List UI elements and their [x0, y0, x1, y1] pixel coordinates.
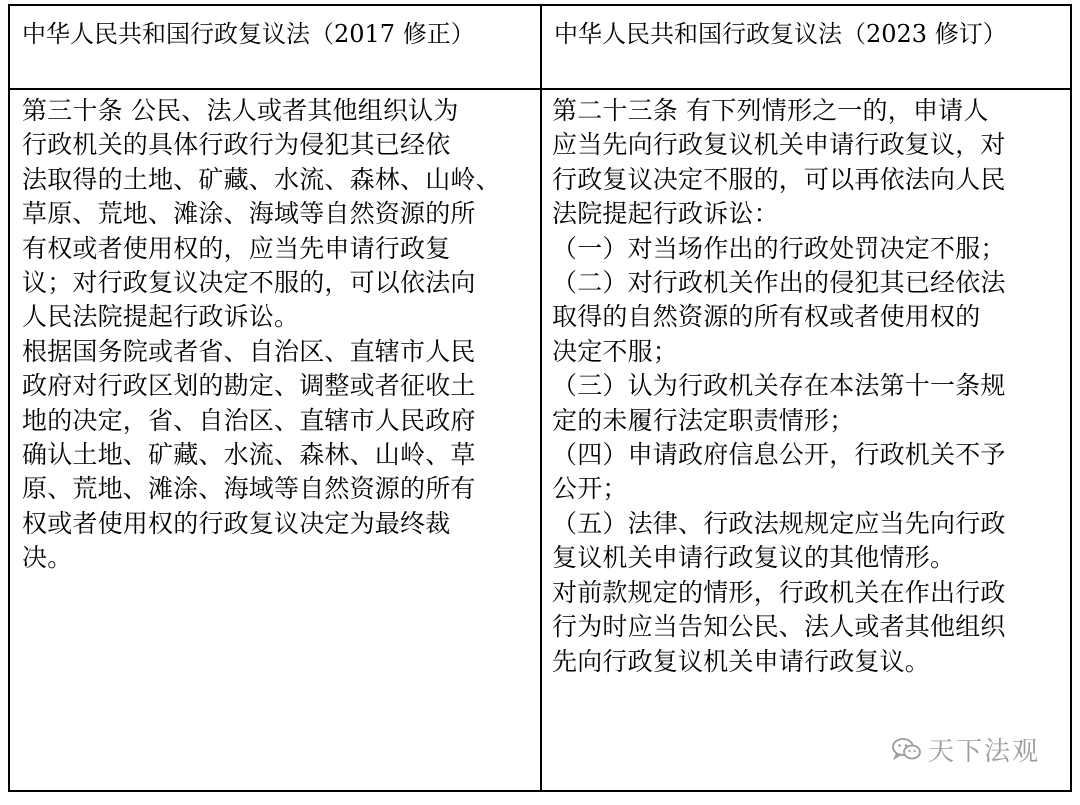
article-23-2023-cell: [542, 90, 1070, 679]
text-line: 法取得的土地、矿藏、水流、森林、山岭、: [22, 164, 501, 194]
text-line: 行政机关的具体行政行为侵犯其已经依: [22, 130, 451, 160]
text-line: 取得的自然资源的所有权或者使用权的: [552, 302, 981, 332]
text-line: （三）认为行政机关存在本法第十一条规: [552, 371, 1006, 401]
text-line: 确认土地、矿藏、水流、森林、山岭、草: [22, 440, 476, 470]
text-line: 行为时应当告知公民、法人或者其他组织: [552, 612, 1006, 642]
text-line: 有权或者使用权的，应当先申请行政复: [22, 233, 451, 263]
text-line: 第二十三条 有下列情形之一的，申请人: [552, 96, 989, 125]
text-line: 决定不服；: [552, 336, 679, 366]
text-line: 地的决定，省、自治区、直辖市人民政府: [22, 405, 476, 435]
text-line: 复议机关申请行政复议的其他情形。: [552, 543, 956, 573]
header-2023-title: 中华人民共和国行政复议法（2023 修订）: [554, 20, 1007, 48]
text-line: 人民法院提起行政诉讼。: [22, 302, 300, 332]
text-line: （二）对行政机关作出的侵犯其已经依法: [552, 268, 1006, 298]
text-line: 政府对行政区划的勘定、调整或者征收土: [22, 371, 476, 401]
text-line: 决。: [22, 543, 73, 573]
text-line: 先向行政复议机关申请行政复议。: [552, 646, 931, 676]
comparison-table: [8, 4, 1072, 792]
text-line: 权或者使用权的行政复议决定为最终裁: [22, 508, 451, 538]
text-line: （一）对当场作出的行政处罚决定不服；: [552, 233, 1006, 263]
watermark-text: 天下法观: [927, 737, 1040, 767]
text-line: 行政复议决定不服的，可以再依法向人民: [552, 164, 1006, 194]
text-line: 对前款规定的情形，行政机关在作出行政: [552, 577, 1006, 607]
text-line: 公开；: [552, 474, 628, 504]
wechat-icon: [892, 737, 922, 763]
text-line: 议；对行政复议决定不服的，可以依法向: [22, 268, 476, 298]
text-line: 定的未履行法定职责情形；: [552, 405, 855, 435]
header-cell-2017: [10, 6, 540, 88]
text-line: 草原、荒地、滩涂、海域等自然资源的所: [22, 199, 476, 229]
article-30-2017-cell: [10, 90, 540, 576]
text-line: 法院提起行政诉讼：: [552, 199, 779, 229]
header-cell-2023: [542, 6, 1070, 88]
text-line: 原、荒地、滩涂、海域等自然资源的所有: [22, 474, 476, 504]
watermark: [892, 731, 1040, 768]
header-2017-title: 中华人民共和国行政复议法（2017 修正）: [22, 20, 475, 48]
text-line: 第三十条 公民、法人或者其他组织认为: [22, 96, 459, 125]
text-line: 根据国务院或者省、自治区、直辖市人民: [22, 336, 476, 366]
text-line: 应当先向行政复议机关申请行政复议，对: [552, 130, 1006, 160]
text-line: （五）法律、行政法规规定应当先向行政: [552, 508, 1006, 538]
text-line: （四）申请政府信息公开，行政机关不予: [552, 440, 1006, 470]
